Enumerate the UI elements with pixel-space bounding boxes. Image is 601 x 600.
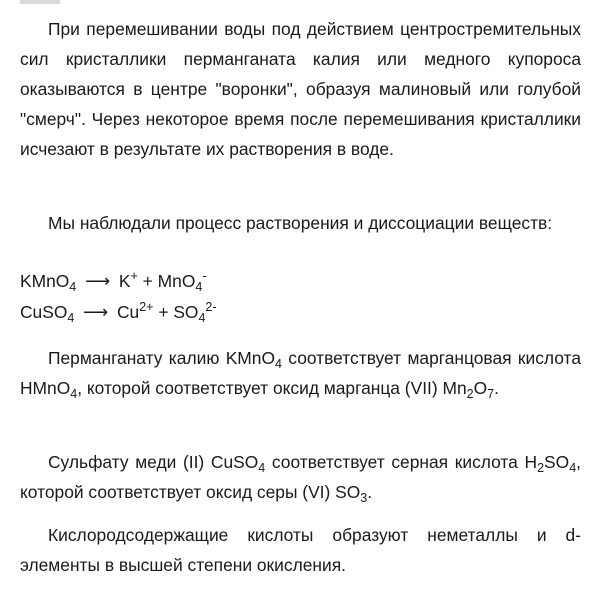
subscript: 2 <box>466 386 474 401</box>
plus-sign: + <box>158 302 169 322</box>
text-run: , которой соответствует оксид марганца (VII) Mn <box>77 378 467 398</box>
charge-superscript: 2+ <box>139 300 154 315</box>
paragraph-oxygen-acids <box>20 520 581 580</box>
paragraph-copper-sulfate <box>20 447 581 507</box>
product-ion: K <box>118 271 131 291</box>
paragraph-text: При перемешивании воды под действием центростремительных сил кристаллики перманганата калия или медного купороса оказываются в центре "воронки", образуя малиновый или голубой "смерч". Через некоторое время после перемешивания кристаллики исчезают в результате их растворения в воде. <box>20 19 581 159</box>
text-run: Сульфату меди (II) CuSO <box>48 452 259 472</box>
text-run: . <box>494 378 499 398</box>
charge-superscript: + <box>130 269 138 284</box>
product-ion: Cu <box>116 302 140 322</box>
subscript: 3 <box>360 490 368 505</box>
subscript: 4 <box>275 356 282 371</box>
paragraph-permanganate <box>20 343 581 403</box>
product-ion: SO <box>173 302 199 322</box>
reaction-arrow: ⟶ <box>85 271 111 291</box>
plus-sign: + <box>142 271 153 291</box>
paragraph-dissociation-intro <box>20 208 581 238</box>
text-run: SO <box>544 452 570 472</box>
subscript: 4 <box>569 460 577 475</box>
text-run: соответствует марганцовая кислота HMnO <box>20 348 581 398</box>
subscript: 2 <box>537 460 545 475</box>
text-run: Перманганату калию KMnO <box>48 348 275 368</box>
text-run: , которой соответствует оксид серы (VI) SO <box>20 452 581 502</box>
reaction-arrow: ⟶ <box>83 302 109 322</box>
subscript: 4 <box>258 460 266 475</box>
subscript: 4 <box>67 310 75 325</box>
product-ion: MnO <box>157 271 196 291</box>
paragraph-text: Кислородсодержащие кислоты образуют неметаллы и d-элементы в высшей степени окисления. <box>20 525 581 575</box>
equation-cuso4 <box>20 298 217 326</box>
charge-superscript: - <box>202 269 207 284</box>
text-run: O <box>473 378 488 398</box>
reactant: KMnO <box>20 271 70 291</box>
subscript: 4 <box>195 279 203 294</box>
top-divider <box>20 0 60 4</box>
subscript: 4 <box>69 279 77 294</box>
equation-kmno4 <box>20 267 206 295</box>
subscript: 4 <box>198 310 206 325</box>
subscript: 4 <box>70 386 78 401</box>
text-run: . <box>367 482 373 502</box>
reactant: CuSO <box>20 302 68 322</box>
paragraph-text: Мы наблюдали процесс растворения и диссоциации веществ: <box>48 213 553 233</box>
text-run: соответствует серная кислота H <box>265 452 538 472</box>
charge-superscript: 2- <box>205 300 217 315</box>
paragraph-dissolution-observation <box>20 14 581 164</box>
subscript: 7 <box>487 386 495 401</box>
